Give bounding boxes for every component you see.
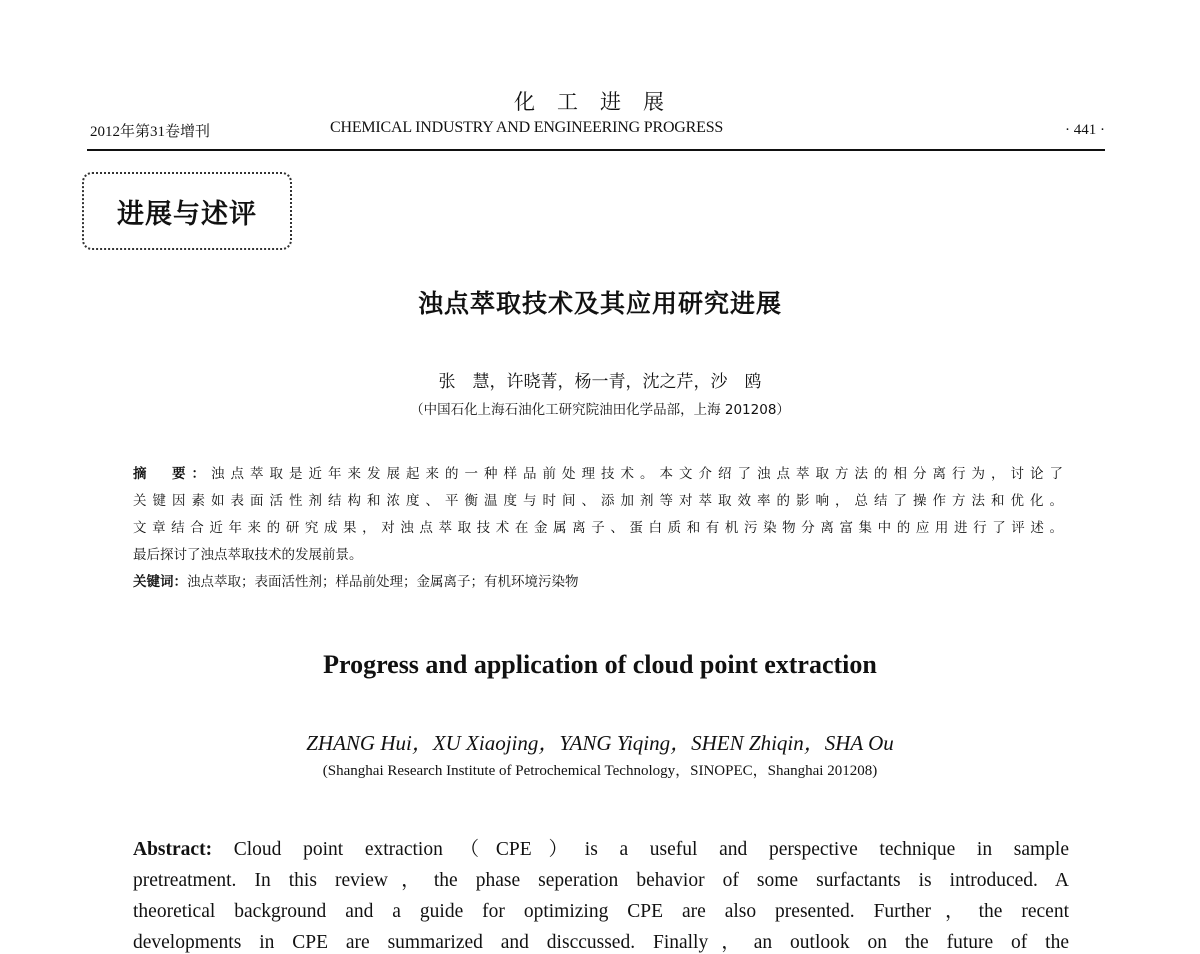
abstract-en-line: theoretical background and a guide for optimizing CPE are also presented. Further，the recent (133, 901, 1069, 922)
journal-name-en: CHEMICAL INDUSTRY AND ENGINEERING PROGRESS (330, 119, 724, 136)
journal-name-cn: 化工进展 (514, 90, 686, 114)
abstract-cn-label: 摘 要： (133, 466, 211, 482)
keywords-cn: 浊点萃取；表面活性剂；样品前处理；金属离子；有机环境污染物 (187, 574, 579, 590)
section-badge (82, 172, 292, 250)
article-title-cn: 浊点萃取技术及其应用研究进展 (417, 289, 782, 318)
abstract-cn-line: 文章结合近年来的研究成果，对浊点萃取技术在金属离子、蛋白质和有机污染物分离富集中的应用进行了评述。 (133, 520, 1063, 536)
abstract-cn-line: 最后探讨了浊点萃取技术的发展前景。 (133, 547, 363, 563)
authors-cn: 张 慧，许晓菁，杨一青，沈之芹，沙 鸥 (438, 372, 762, 392)
abstract-cn-line (133, 462, 1063, 482)
authors-en: ZHANG Hui，XU Xiaojing，YANG Yiqing，SHEN Zhiqin，SHA Ou (306, 731, 894, 755)
abstract-cn-line: 关键因素如表面活性剂结构和浓度、平衡温度与时间、添加剂等对萃取效率的影响，总结了操作方法和优化。 (133, 493, 1063, 509)
section-badge-label: 进展与述评 (117, 198, 257, 230)
page-number: · 441 · (1065, 122, 1105, 138)
abstract-en-line: pretreatment. In this review，the phase seperation behavior of some surfactants is introduced. A (133, 870, 1069, 891)
keywords-cn-line (133, 570, 1063, 590)
abstract-en-line (133, 833, 1069, 861)
affiliation-en: (Shanghai Research Institute of Petrochemical Technology，SINOPEC，Shanghai 201208) (322, 763, 878, 779)
affiliation-cn: （中国石化上海石油化工研究院油田化学品部，上海 201208） (410, 402, 790, 418)
abstract-en-line: developments in CPE are summarized and disccussed. Finally，an outlook on the future of the (133, 932, 1069, 953)
abstract-en-label: Abstract: (133, 839, 213, 860)
header-rule (87, 149, 1105, 151)
article-title-en: Progress and application of cloud point extraction (323, 650, 877, 679)
abstract-en-text: Cloud point extraction（CPE）is a useful and perspective technique in sample (212, 839, 1069, 860)
issue-info: 2012年第31卷增刊 (90, 124, 211, 140)
keywords-cn-label: 关键词： (133, 574, 187, 590)
abstract-cn-text: 浊点萃取是近年来发展起来的一种样品前处理技术。本文介绍了浊点萃取方法的相分离行为，讨论了 (211, 466, 1063, 482)
